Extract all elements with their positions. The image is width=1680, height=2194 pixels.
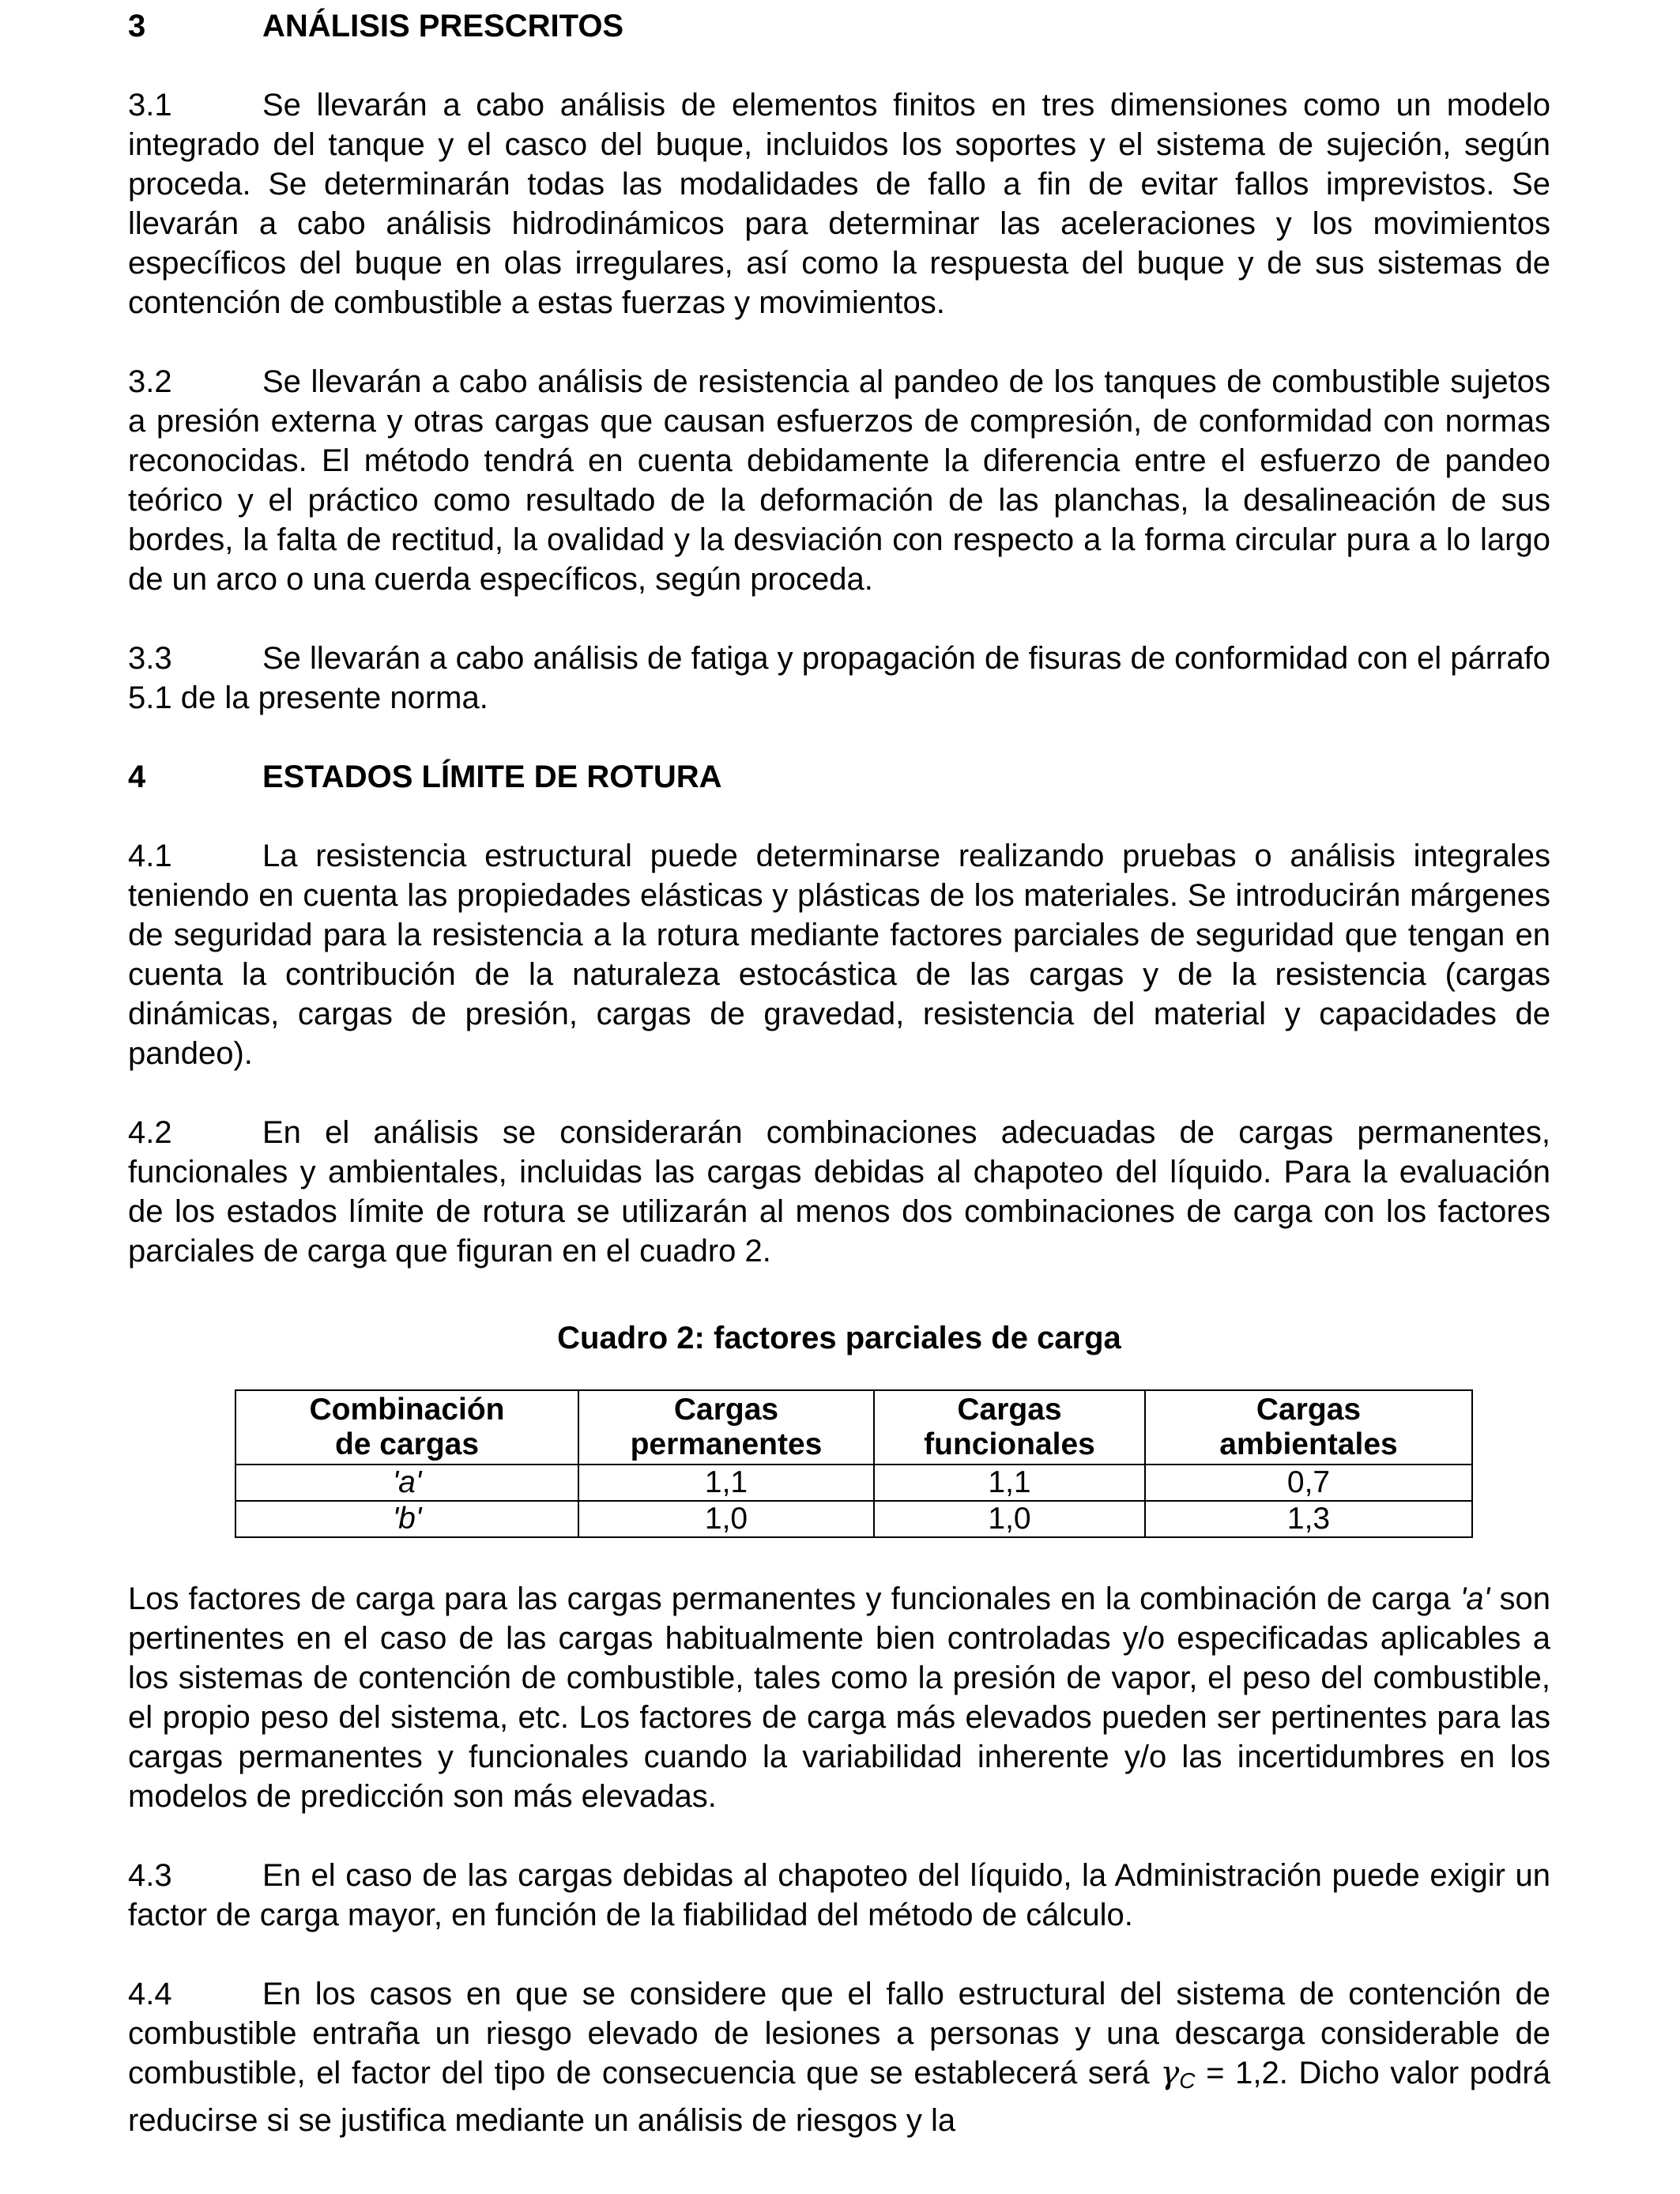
paragraph-text-pre: Los factores de carga para las cargas permanentes y funcionales en la combinación de carga <box>128 1581 1451 1616</box>
paragraph-text: Se llevarán a cabo análisis de resistencia al pandeo de los tanques de combustible sujetos a presión externa y otras cargas que causan esfuerzos de compresión, de conformidad con normas reconocidas. El método tendrá en cuenta debidamente la diferencia entre el esfuerzo de pandeo teórico y el práctico como resultado de la deformación de las planchas, la desalineación de sus bordes, la falta de rectitud, la ovalidad y la desviación con respecto a la forma circular pura a lo largo de un arco o una cuerda específicos, según proceda. <box>128 364 1550 597</box>
table-row <box>235 1465 1472 1501</box>
section-4-heading <box>128 757 1550 797</box>
paragraph-4-1 <box>128 836 1550 1073</box>
paragraph-number: 3.2 <box>128 364 172 399</box>
paragraph-after-table <box>128 1579 1550 1816</box>
combination-ref: 'a' <box>1460 1581 1490 1616</box>
table-caption: Cuadro 2: factores parciales de carga <box>557 1321 1121 1355</box>
section-3-heading <box>128 6 1550 46</box>
paragraph-number: 3.1 <box>128 88 172 123</box>
paragraph-number: 4.1 <box>128 839 172 873</box>
header-functional-loads: Cargas funcionales <box>874 1390 1145 1465</box>
paragraph-4-3 <box>128 1856 1550 1935</box>
paragraph-text-post: son pertinentes en el caso de las cargas habitualmente bien controladas y/o especificadas aplicables a los sistemas de contención de combustible, tales como la presión de vapor, el peso del combustible, el propio peso del sistema, etc. Los factores de carga más elevados pueden ser pertinentes para las cargas permanentes y funcionales cuando la variabilidad inherente y/o las incertidumbres en los modelos de predicción son más elevadas. <box>128 1581 1551 1814</box>
cell-environmental: 0,7 <box>1145 1465 1472 1501</box>
section-number: 3 <box>128 9 146 43</box>
paragraph-3-2 <box>128 362 1550 599</box>
paragraph-4-2 <box>128 1113 1550 1271</box>
header-permanent-loads: Cargas permanentes <box>578 1390 874 1465</box>
cell-combination: 'b' <box>235 1501 578 1537</box>
section-title: ANÁLISIS PRESCRITOS <box>262 9 624 43</box>
paragraph-text: En el análisis se considerarán combinaciones adecuadas de cargas permanentes, funcionales y ambientales, incluidas las cargas debidas al chapoteo del líquido. Para la evaluación de los estados límite de rotura se utilizarán al menos dos combinaciones de carga con los factores parciales de carga que figuran en el cuadro 2. <box>128 1115 1550 1269</box>
gamma-symbol: γ <box>1160 2055 1180 2091</box>
paragraph-text: En el caso de las cargas debidas al chapoteo del líquido, la Administración puede exigir un factor de carga mayor, en función de la fiabilidad del método de cálculo. <box>128 1858 1550 1932</box>
paragraph-text-tail: = 1,2. Dicho valor podrá reducirse si se justifica mediante un análisis de riesgos y la <box>128 2056 1550 2138</box>
paragraph-3-1 <box>128 85 1550 322</box>
paragraph-number: 3.3 <box>128 641 172 676</box>
paragraph-number: 4.2 <box>128 1115 172 1150</box>
cell-permanent: 1,1 <box>578 1465 874 1501</box>
document-content <box>128 0 1550 2140</box>
paragraph-3-3 <box>128 639 1550 718</box>
paragraph-4-4 <box>128 1974 1550 2140</box>
cell-permanent: 1,0 <box>578 1501 874 1537</box>
table-header-row <box>235 1390 1472 1465</box>
paragraph-text: La resistencia estructural puede determinarse realizando pruebas o análisis integrales teniendo en cuenta las propiedades elásticas y plásticas de los materiales. Se introducirán márgenes de seguridad para la resistencia a la rotura mediante factores parciales de seguridad que tengan en cuenta la contribución de la naturaleza estocástica de las cargas y de la resistencia (cargas dinámicas, cargas de presión, cargas de gravedad, resistencia del material y capacidades de pandeo). <box>128 839 1550 1071</box>
cell-combination: 'a' <box>235 1465 578 1501</box>
paragraph-text: Se llevarán a cabo análisis de fatiga y propagación de fisuras de conformidad con el párrafo 5.1 de la presente norma. <box>128 641 1550 715</box>
gamma-subscript: C <box>1179 2068 1196 2093</box>
header-load-combination: Combinación de cargas <box>235 1390 578 1465</box>
paragraph-text: Se llevarán a cabo análisis de elementos finitos en tres dimensiones como un modelo integrado del tanque y el casco del buque, incluidos los soportes y el sistema de sujeción, según proceda. Se determinarán todas las modalidades de fallo a fin de evitar fallos imprevistos. Se llevarán a cabo análisis hidrodinámicos para determinar las aceleraciones y los movimientos específicos del buque en olas irregulares, así como la respuesta del buque y de sus sistemas de contención de combustible a estas fuerzas y movimientos. <box>128 88 1550 320</box>
cell-functional: 1,1 <box>874 1465 1145 1501</box>
cell-environmental: 1,3 <box>1145 1501 1472 1537</box>
load-factors-table <box>235 1389 1473 1538</box>
paragraph-text: En los casos en que se considere que el fallo estructural del sistema de contención de combustible entraña un riesgo elevado de lesiones a personas y una descarga considerable de combustible, el factor del tipo de consecuencia que se establecerá será <box>128 1977 1550 2090</box>
header-environmental-loads: Cargas ambientales <box>1145 1390 1472 1465</box>
table-row <box>235 1501 1472 1537</box>
section-number: 4 <box>128 760 146 794</box>
paragraph-number: 4.3 <box>128 1858 172 1893</box>
paragraph-number: 4.4 <box>128 1977 172 2011</box>
cell-functional: 1,0 <box>874 1501 1145 1537</box>
section-title: ESTADOS LÍMITE DE ROTURA <box>262 760 722 794</box>
